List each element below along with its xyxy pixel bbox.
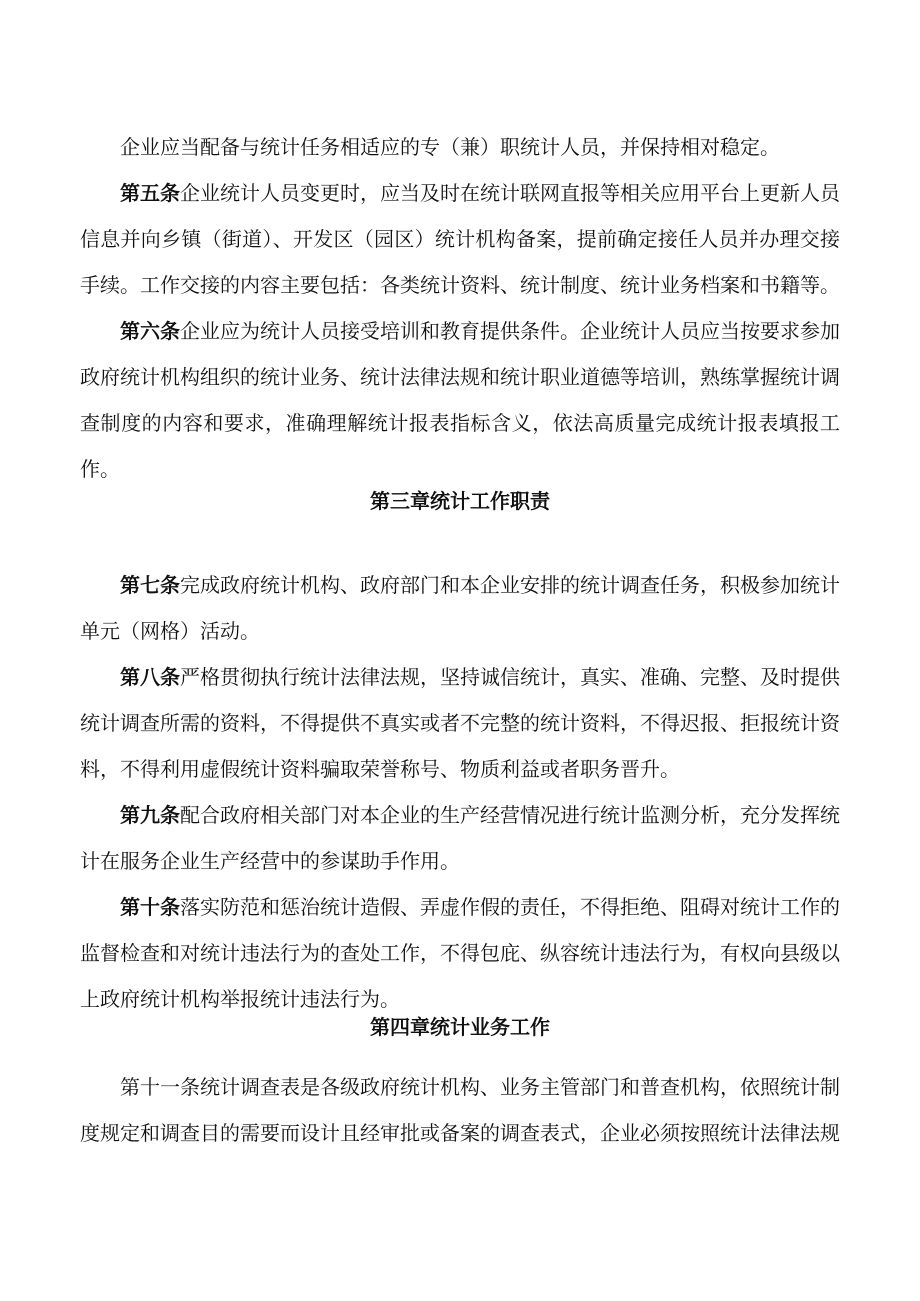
paragraph-article-7 <box>80 562 840 654</box>
chapter-3-heading: 第三章统计工作职责 <box>370 489 550 513</box>
article-label: 第六条 <box>120 319 180 343</box>
article-label: 第十条 <box>120 895 180 919</box>
article-label: 第八条 <box>120 665 180 689</box>
article-label: 第九条 <box>120 803 180 827</box>
paragraph-article-5 <box>80 170 840 308</box>
article-label: 第五条 <box>120 181 180 205</box>
paragraph-text: 严格贯彻执行统计法律法规，坚持诚信统计，真实、准确、完整、及时提供统计调查所需的资料，不得提供不真实或者不完整的统计资料，不得迟报、拒报统计资料，不得利用虚假统计资料骗取荣誉称号、物质利益或者职务晋升。 <box>80 665 840 781</box>
paragraph-text: 第十一条统计调查表是各级政府统计机构、业务主管部门和普查机构，依照统计制度规定和调查目的需要而设计且经审批或备案的调查表式，企业必须按照统计法律法规 <box>80 1075 840 1145</box>
paragraph-article-6 <box>80 308 840 492</box>
paragraph-article-9 <box>80 792 840 884</box>
paragraph-text: 落实防范和惩治统计造假、弄虚作假的责任，不得拒绝、阻碍对统计工作的监督检查和对统计违法行为的查处工作，不得包庇、纵容统计违法行为，有权向县级以上政府统计机构举报统计违法行为。 <box>80 895 840 1011</box>
paragraph-text: 完成政府统计机构、政府部门和本企业安排的统计调查任务，积极参加统计单元（网格）活动。 <box>80 573 840 643</box>
paragraph-text: 企业应为统计人员接受培训和教育提供条件。企业统计人员应当按要求参加政府统计机构组织的统计业务、统计法律法规和统计职业道德等培训，熟练掌握统计调查制度的内容和要求，准确理解统计报表指标含义，依法高质量完成统计报表填报工作。 <box>80 319 840 481</box>
paragraph-text: 企业应当配备与统计任务相适应的专（兼）职统计人员，并保持相对稳定。 <box>120 135 780 159</box>
paragraph-text: 配合政府相关部门对本企业的生产经营情况进行统计监测分析，充分发挥统计在服务企业生产经营中的参谋助手作用。 <box>80 803 840 873</box>
paragraph-article-8 <box>80 654 840 792</box>
article-label: 第七条 <box>120 573 180 597</box>
paragraph-staffing <box>80 124 840 170</box>
paragraph-text: 企业统计人员变更时，应当及时在统计联网直报等相关应用平台上更新人员信息并向乡镇（街道）、开发区（园区）统计机构备案，提前确定接任人员并办理交接手续。工作交接的内容主要包括：各类统计资料、统计制度、统计业务档案和书籍等。 <box>80 181 840 297</box>
chapter-4-heading: 第四章统计业务工作 <box>370 1015 550 1039</box>
paragraph-article-10 <box>80 884 840 1022</box>
paragraph-article-11 <box>80 1064 840 1156</box>
